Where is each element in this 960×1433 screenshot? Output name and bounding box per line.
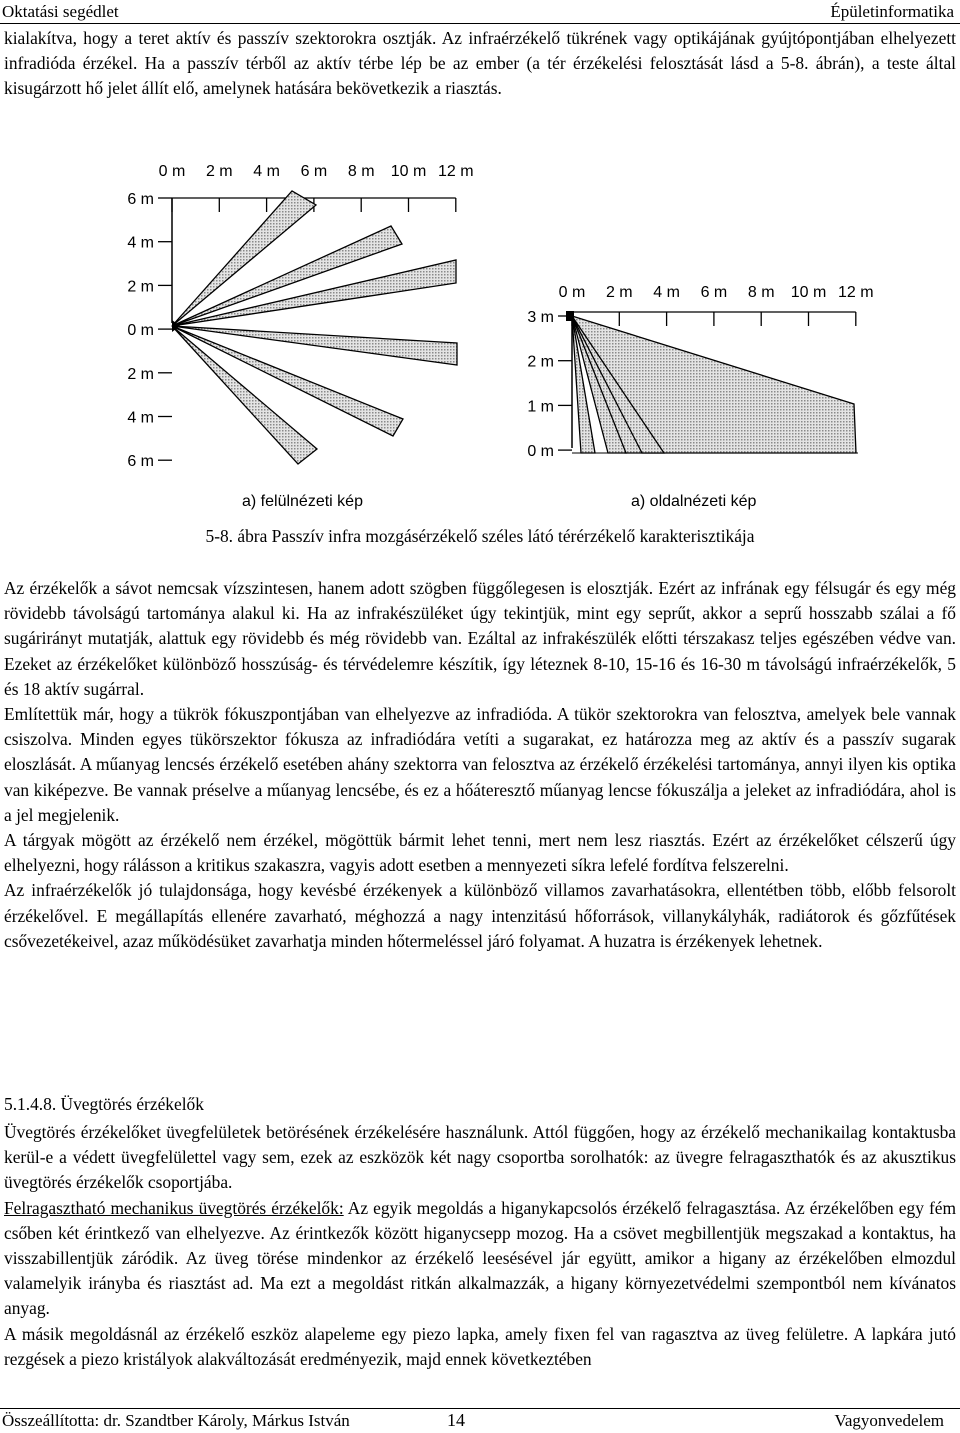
body-text <box>4 576 956 954</box>
y-tick-label: 2 m <box>127 365 154 383</box>
x-tick-label: 12 m <box>838 284 874 301</box>
x-tick-label: 8 m <box>347 163 375 180</box>
section-paragraph-3: A másik megoldásnál az érzékelő eszköz alapeleme egy piezo lapka, amely fixen fel van ragasztva az üveg felületre. A lapkára jutó rezgések a piezo kristályok alakváltozását eredményezik, majd ennek következtében <box>4 1323 956 1369</box>
x-tick-label: 2 m <box>205 163 233 180</box>
side-view-x-axis <box>559 284 874 326</box>
figure-svg <box>0 148 960 528</box>
footer-right: Vagyonvedelem <box>834 1411 944 1430</box>
section-paragraph-1: Üvegtörés érzékelőket üvegfelületek betörésének érzékelésére használunk. Attól függően, hogy az érzékelő mechanikailag kontaktusba kerül-e a védett üvegfelülettel vagy sem, ezek az eszközök két nagy csoportba sorolhatók: az üvegre felragaszthatók és az akusztikus üvegtörés érzékelők csoportjába. <box>4 1122 956 1193</box>
body-paragraph: A tárgyak mögött az érzékelő nem érzékel, mögöttük bármit lehet tenni, mert nem lesz riasztás. Ezért az érzékelőket célszerű úgy elhelyezni, hogy rálásson a kritikus szakaszra, vagyis adott esetben a mennyezeti síkra lefelé fordítva felszerelni. <box>4 830 956 876</box>
y-tick-label: 6 m <box>127 191 154 208</box>
y-tick-label: 3 m <box>527 309 554 326</box>
header-right: Épületinformatika <box>830 2 954 21</box>
intro-paragraph: kialakítva, hogy a teret aktív és passzív szektorokra osztják. Az infraérzékelő tükrének vagy optikájának gyújtópontjában elhelyezett infradióda érzékel. Ha a passzív térből az aktív térbe lép be az ember (a tér érzékelési felosztását lásd a 5-8. ábrán), a teste által kisugárzott hő jelet állít elő, amelynek hatására bekövetkezik a riasztás. <box>4 28 956 99</box>
page-number: 14 <box>447 1410 465 1430</box>
top-view-diagram <box>127 163 473 510</box>
section-paragraph-2-title: Felragasztható mechanikus üvegtörés érzékelők: <box>4 1197 344 1218</box>
y-tick-label: 0 m <box>527 443 554 461</box>
x-tick-label: 8 m <box>747 284 775 301</box>
header-rule <box>0 23 960 24</box>
y-tick-label: 4 m <box>127 409 154 427</box>
top-view-beams <box>172 191 457 464</box>
section-heading: 5.1.4.8. Üvegtörés érzékelők <box>4 1094 204 1114</box>
y-tick-label: 6 m <box>127 453 154 471</box>
beam-top-2 <box>172 226 402 326</box>
page-footer <box>0 1408 960 1433</box>
body-paragraph: Az érzékelők a sávot nemcsak vízszintesen, hanem adott szögben függőlegesen is elosztják. Ezért az infrának egy félsugár és egy még rövidebb távolságú tartománya alakul ki. Ha az infrakészüléket úgy tekintjük, mint egy seprűt, akkor a seprű hosszabb szálai a fő sugárirányt mutatják, alattuk egy rövidebb és még rövidebb van. Ezáltal az infrakészülék előtti térszakasz teljes egészében védve van. Ezeket az érzékelőket különböző hosszúság- és térvédelemre készítik, így léteznek 8-10, 15-16 és 16-30 m távolságú infraérzékelők, 5 és 18 aktív sugárral. <box>4 578 956 699</box>
x-tick-label: 12 m <box>438 163 474 180</box>
beam-top-6 <box>172 326 317 464</box>
top-view-label: a) felülnézeti kép <box>242 493 363 510</box>
side-view-label: a) oldalnézeti kép <box>631 493 757 510</box>
body-paragraph: Említettük már, hogy a tükrök fókuszpontjában van elhelyezve az infradióda. A tükör szektorokra van felosztva, amelyek bele vannak csiszolva. Minden egyes tükörszektor fókusza az infradiódára vetíti a sugarakat, ez határozza meg az aktív és a passzív sugarak eloszlását. A műanyag lencsés érzékelő esetében ahány szektorra van felosztva az érzékelő érzékelési tartománya, annyi ilyen kis optika van kiképezve. Be vannak préselve a műanyag lencsébe, és ez a hőáteresztő műanyag lencse fókuszálja a jeleket az infradiódára, ahol is a jel megjelenik. <box>4 704 956 825</box>
x-tick-label: 2 m <box>605 284 633 301</box>
y-tick-label: 4 m <box>127 234 154 252</box>
page-header <box>0 0 960 24</box>
x-tick-label: 0 m <box>158 163 186 180</box>
x-tick-label: 4 m <box>253 163 280 180</box>
y-tick-label: 1 m <box>527 398 554 416</box>
x-tick-label: 6 m <box>300 163 328 180</box>
footer-authors: Összeállította: dr. Szandtber Károly, Márkus István <box>2 1411 350 1430</box>
x-tick-label: 4 m <box>653 284 680 301</box>
side-view-y-axis <box>527 309 572 460</box>
figure-5-8 <box>0 148 960 528</box>
section-body <box>4 1120 956 1372</box>
body-paragraph: Az infraérzékelők jó tulajdonsága, hogy kevésbé érzékenyek a különböző villamos zavarhatásokra, ellentétben több, előbb felsorolt érzékelővel. E megállapítás ellenére zavarható, méghozzá a nagy intenzitású hőforrások, villanykályhák, radiátorok és gőzfűtések csővezetékeivel, azaz működésüket zavarhatja minden hőtermeléssel járó folyamat. A huzatra is érzékenyek lehetnek. <box>4 880 956 951</box>
x-tick-label: 10 m <box>390 163 427 180</box>
x-tick-label: 0 m <box>558 284 586 301</box>
side-view-beams <box>572 316 856 453</box>
top-view-y-axis <box>127 191 172 470</box>
x-tick-label: 10 m <box>790 284 827 301</box>
footer-rule <box>0 1408 960 1409</box>
y-tick-label: 2 m <box>527 353 554 371</box>
y-tick-label: 2 m <box>127 278 154 296</box>
header-left: Oktatási segédlet <box>2 2 119 21</box>
figure-caption: 5-8. ábra Passzív infra mozgásérzékelő széles látó térérzékelő karakterisztikája <box>205 526 755 546</box>
y-tick-label: 0 m <box>127 322 154 340</box>
section-paragraph-2-text: Az egyik megoldás a higanykapcsolós érzékelő felragasztása. Az érzékelőben egy fém csőben két érintkező van elhelyezve. Az érintkezők között higanycsepp mozog. Ha a csövet megbillentjük megszakad a kontaktus, ha visszabillentjük záródik. Az üveg törése mindenkor az érzékelő leesésével jár együtt, amikor a higany az érzékelőben elmozdul valamelyik irányba és riasztást ad. Ma ezt a megoldást ritkán alkalmazzák, a higany környezetvédelmi szempontból nem kívánatos anyag. <box>4 1197 956 1319</box>
side-view-diagram <box>527 284 873 510</box>
x-tick-label: 6 m <box>700 284 728 301</box>
section-paragraph-2 <box>4 1196 956 1322</box>
